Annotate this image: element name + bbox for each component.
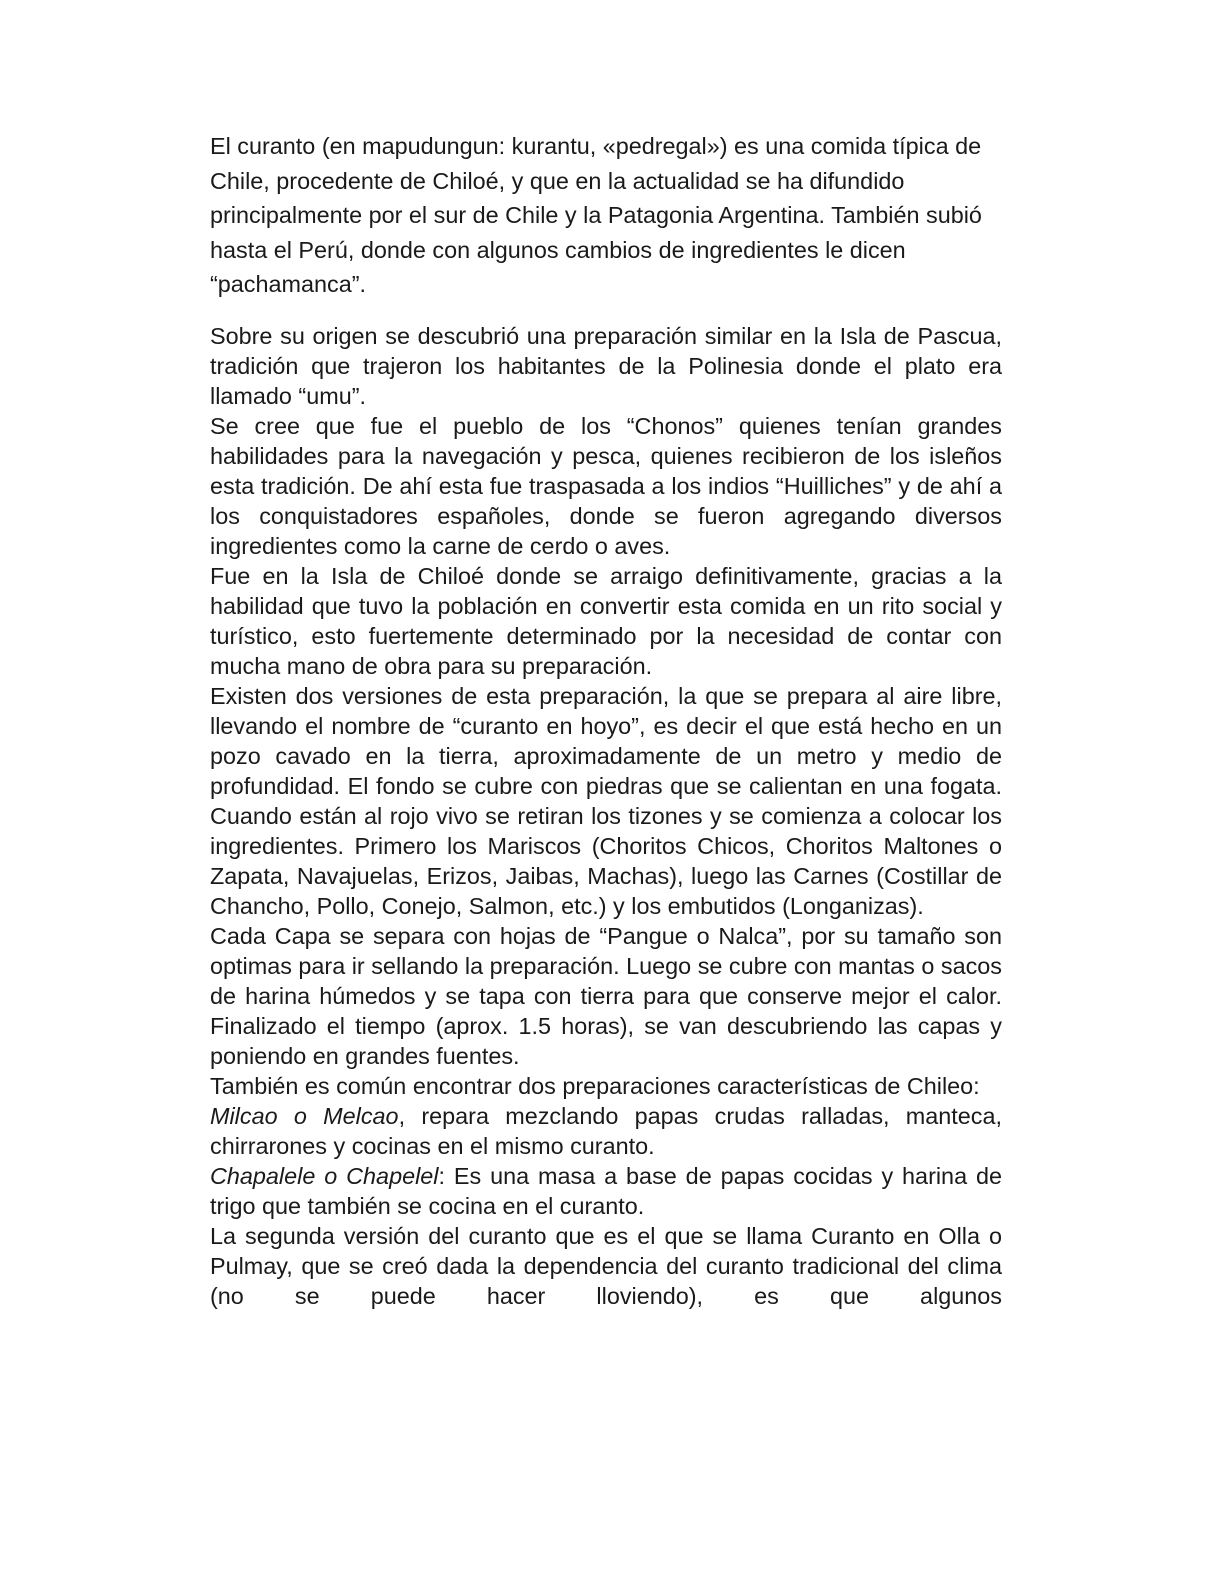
chapalele-name: Chapalele o Chapelel xyxy=(210,1163,439,1189)
origin-paragraph: Sobre su origen se descubrió una preparación similar en la Isla de Pascua, tradición que trajeron los habitantes de la Polinesia donde el plato era llamado “umu”. xyxy=(210,323,1002,409)
chapalele-paragraph xyxy=(210,1161,1002,1221)
milcao-name: Milcao o Melcao xyxy=(210,1103,399,1129)
milcao-text: , repara mezclando papas crudas ralladas, manteca, chirrarones y cocinas en el mismo curanto. xyxy=(210,1103,1003,1159)
layers-paragraph: Cada Capa se separa con hojas de “Pangue o Nalca”, por su tamaño son optimas para ir sellando la preparación. Luego se cubre con mantas o sacos de harina húmedos y se tapa con tierra para que conserve mejor el calor. Finalizado el tiempo (aprox. 1.5 horas), se van descubriendo las capas y poniendo en grandes fuentes. xyxy=(210,923,1002,1069)
chapalele-text: : Es una masa a base de papas cocidas y harina de trigo que también se cocina en el curanto. xyxy=(210,1163,1002,1219)
chonos-paragraph: Se cree que fue el pueblo de los “Chonos” quienes tenían grandes habilidades para la navegación y pesca, quienes recibieron de los isleños esta tradición. De ahí esta fue traspasada a los indios “Huilliches” y de ahí a los conquistadores españoles, donde se fueron agregando diversos ingredientes como la carne de cerdo o aves. xyxy=(210,413,1002,559)
versions-paragraph: Existen dos versiones de esta preparación, la que se prepara al aire libre, llevando el nombre de “curanto en hoyo”, es decir el que está hecho en un pozo cavado en la tierra, aproximadamente de un metro y medio de profundidad. El fondo se cubre con piedras que se calientan en una fogata. Cuando están al rojo vivo se retiran los tizones y se comienza a colocar los ingredientes. Primero los Mariscos (Choritos Chicos, Choritos Maltones o Zapata, Navajuelas, Erizos, Jaibas, Machas), luego las Carnes (Costillar de Chancho, Pollo, Conejo, Salmon, etc.) y los embutidos (Longanizas). xyxy=(210,683,1002,919)
body-section xyxy=(210,321,1002,1311)
pulmay-paragraph: La segunda versión del curanto que es el que se llama Curanto en Olla o Pulmay, que se creó dada la dependencia del curanto tradicional del clima (no se puede hacer lloviendo), es que algunos xyxy=(210,1223,1002,1309)
chiloe-paragraph: Fue en la Isla de Chiloé donde se arraigo definitivamente, gracias a la habilidad que tuvo la población en convertir esta comida en un rito social y turístico, esto fuertemente determinado por la necesidad de contar con mucha mano de obra para su preparación. xyxy=(210,563,1002,679)
milcao-paragraph xyxy=(210,1101,1002,1161)
preparations-paragraph: También es común encontrar dos preparaciones características de Chileo: xyxy=(210,1073,980,1099)
intro-paragraph: El curanto (en mapudungun: kurantu, «pedregal») es una comida típica de Chile, procedente de Chiloé, y que en la actualidad se ha difundido principalmente por el sur de Chile y la Patagonia Argentina. También subió hasta el Perú, donde con algunos cambios de ingredientes le dicen “pachamanca”. xyxy=(210,133,982,297)
intro-section xyxy=(210,129,1002,302)
